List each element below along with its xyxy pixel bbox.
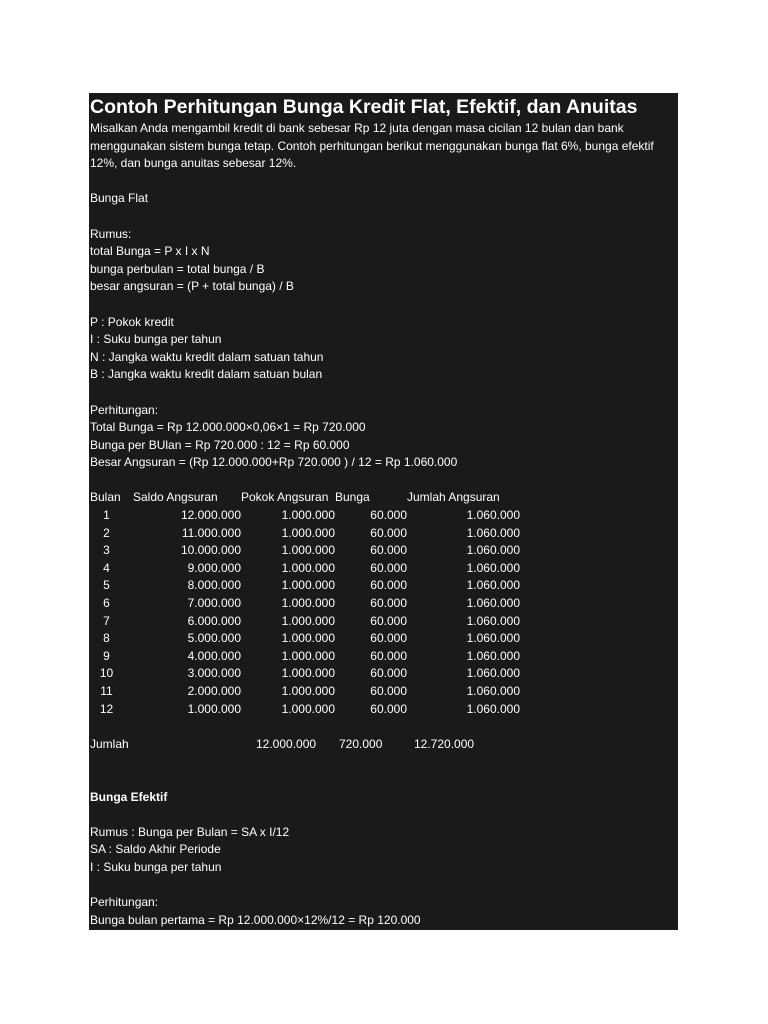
spacer — [89, 472, 678, 490]
flat-definition: P : Pokok kredit — [90, 314, 174, 329]
spacer — [89, 296, 678, 314]
cell-bunga: 60.000 — [370, 613, 407, 628]
table-row — [90, 525, 520, 543]
flat-formula: total Bunga = P x I x N — [90, 244, 210, 259]
table-row — [90, 665, 520, 683]
cell-bunga: 60.000 — [370, 578, 407, 593]
cell-pokok-angsuran: 1.000.000 — [281, 525, 335, 540]
cell-pokok-angsuran: 1.000.000 — [281, 560, 335, 575]
efektif-calculation: Bunga bulan pertama = Rp 12.000.000×12%/12 = Rp 120.000 — [90, 912, 421, 927]
cell-bunga: 60.000 — [370, 543, 407, 558]
cell-saldo-angsuran: 11.000.000 — [181, 525, 241, 540]
cell-jumlah-angsuran: 1.060.000 — [466, 613, 520, 628]
efektif-line: I : Suku bunga per tahun — [90, 859, 222, 874]
table-row — [90, 630, 520, 648]
cell-bunga: 60.000 — [370, 596, 407, 611]
document-page — [89, 93, 678, 930]
table-row — [90, 507, 520, 525]
cell-bunga: 60.000 — [370, 666, 407, 681]
cell-bulan: 5 — [103, 578, 110, 593]
table-row — [90, 542, 520, 560]
cell-jumlah-angsuran: 1.060.000 — [466, 684, 520, 698]
cell-saldo-angsuran: 6.000.000 — [187, 613, 241, 628]
cell-saldo-angsuran: 2.000.000 — [187, 684, 241, 698]
spacer — [89, 771, 678, 789]
cell-saldo-angsuran: 12.000.000 — [180, 508, 241, 523]
flat-formula: besar angsuran = (P + total bunga) / B — [90, 279, 294, 294]
cell-pokok-angsuran: 1.000.000 — [281, 578, 335, 593]
cell-saldo-angsuran: 10.000.000 — [180, 543, 241, 558]
table-row — [90, 683, 520, 701]
cell-jumlah-angsuran: 1.060.000 — [466, 525, 520, 540]
cell-pokok-angsuran: 1.000.000 — [281, 613, 335, 628]
cell-jumlah-angsuran: 1.060.000 — [466, 648, 520, 663]
cell-saldo-angsuran: 7.000.000 — [187, 596, 241, 611]
table-header-cell: Saldo Angsuran — [133, 490, 218, 505]
cell-bunga: 60.000 — [370, 508, 407, 523]
cell-saldo-angsuran: 1.000.000 — [187, 701, 241, 716]
table-header-cell: Jumlah Angsuran — [407, 490, 500, 505]
cell-bulan: 3 — [103, 543, 110, 558]
efektif-line: SA : Saldo Akhir Periode — [90, 842, 221, 857]
cell-jumlah-angsuran: 1.060.000 — [466, 666, 520, 681]
spacer — [89, 384, 678, 402]
cell-pokok-angsuran: 1.000.000 — [281, 701, 335, 716]
cell-jumlah-angsuran: 1.060.000 — [466, 560, 520, 575]
cell-bunga: 60.000 — [370, 631, 407, 646]
cell-jumlah-angsuran: 1.060.000 — [466, 578, 520, 593]
table-row — [90, 613, 520, 631]
cell-jumlah-angsuran: 1.060.000 — [466, 508, 520, 523]
table-header-cell: Bulan — [90, 490, 121, 505]
spacer — [89, 877, 678, 895]
flat-formula: bunga perbulan = total bunga / B — [90, 261, 265, 276]
intro-paragraph: Misalkan Anda mengambil kredit di bank sebesar Rp 12 juta dengan masa cicilan 12 bulan dan bank menggunakan sistem bunga tetap. Contoh perhitungan berikut menggunakan bunga flat 6%, bunga efektif 12%, dan bunga anuitas sebesar 12%. — [90, 121, 654, 171]
cell-bulan: 9 — [103, 648, 110, 663]
flat-schedule-table — [90, 489, 520, 718]
table-header-cell: Pokok Angsuran — [241, 490, 329, 505]
cell-bulan: 11 — [100, 684, 113, 698]
flat-calculation: Bunga per BUlan = Rp 720.000 : 12 = Rp 60.000 — [90, 437, 350, 452]
cell-jumlah-angsuran: 1.060.000 — [466, 596, 520, 611]
flat-definition: B : Jangka waktu kredit dalam satuan bulan — [90, 367, 323, 382]
spacer — [89, 718, 678, 736]
cell-pokok-angsuran: 1.000.000 — [281, 596, 335, 611]
flat-heading: Bunga Flat — [90, 191, 149, 206]
cell-bulan: 7 — [103, 613, 110, 628]
efektif-heading: Bunga Efektif — [90, 789, 168, 804]
efektif-perhitungan-label: Perhitungan: — [90, 895, 159, 910]
total-bunga: 720.000 — [339, 736, 383, 751]
table-header-row — [90, 489, 520, 507]
flat-definition: I : Suku bunga per tahun — [90, 332, 222, 347]
cell-bulan: 6 — [103, 596, 110, 611]
cell-pokok-angsuran: 1.000.000 — [281, 666, 335, 681]
spacer — [89, 753, 678, 771]
table-header-cell: Bunga — [335, 490, 370, 505]
cell-pokok-angsuran: 1.000.000 — [281, 648, 335, 663]
cell-bulan: 4 — [103, 560, 110, 575]
cell-jumlah-angsuran: 1.060.000 — [466, 543, 520, 558]
cell-pokok-angsuran: 1.000.000 — [281, 508, 335, 523]
cell-bunga: 60.000 — [370, 684, 407, 698]
table-row — [90, 648, 520, 666]
cell-bulan: 1 — [103, 508, 110, 523]
cell-pokok-angsuran: 1.000.000 — [281, 631, 335, 646]
total-jumlah: 12.720.000 — [414, 736, 475, 751]
table-row — [90, 560, 520, 578]
cell-pokok-angsuran: 1.000.000 — [281, 684, 335, 698]
spacer — [89, 806, 678, 824]
cell-bunga: 60.000 — [370, 648, 407, 663]
flat-calculation: Besar Angsuran = (Rp 12.000.000+Rp 720.000 ) / 12 = Rp 1.060.000 — [90, 455, 458, 470]
total-pokok: 12.000.000 — [256, 736, 317, 751]
table-row — [90, 577, 520, 595]
spacer — [89, 173, 678, 191]
flat-calculation: Total Bunga = Rp 12.000.000×0,06×1 = Rp 720.000 — [90, 420, 366, 435]
cell-bulan: 2 — [103, 525, 110, 540]
efektif-line: Rumus : Bunga per Bulan = SA x I/12 — [90, 824, 290, 839]
flat-total-table — [90, 736, 524, 754]
cell-jumlah-angsuran: 1.060.000 — [466, 701, 520, 716]
cell-saldo-angsuran: 9.000.000 — [187, 560, 241, 575]
flat-rumus-label: Rumus: — [90, 226, 132, 241]
table-row — [90, 701, 520, 719]
cell-saldo-angsuran: 5.000.000 — [187, 631, 241, 646]
cell-bunga: 60.000 — [370, 701, 407, 716]
cell-saldo-angsuran: 4.000.000 — [187, 648, 241, 663]
cell-bulan: 10 — [99, 666, 114, 681]
cell-saldo-angsuran: 8.000.000 — [187, 578, 241, 593]
document-title: Contoh Perhitungan Bunga Kredit Flat, Efektif, dan Anuitas — [90, 96, 638, 118]
cell-bulan: 8 — [103, 631, 110, 646]
table-row — [90, 595, 520, 613]
cell-bunga: 60.000 — [370, 560, 407, 575]
flat-perhitungan-label: Perhitungan: — [90, 402, 159, 417]
cell-bunga: 60.000 — [370, 525, 407, 540]
table-total-row — [90, 736, 524, 754]
cell-saldo-angsuran: 3.000.000 — [187, 666, 241, 681]
cell-jumlah-angsuran: 1.060.000 — [466, 631, 520, 646]
flat-definition: N : Jangka waktu kredit dalam satuan tahun — [90, 349, 324, 364]
spacer — [89, 208, 678, 226]
cell-pokok-angsuran: 1.000.000 — [281, 543, 335, 558]
cell-bulan: 12 — [99, 701, 114, 716]
total-label: Jumlah — [90, 736, 129, 751]
